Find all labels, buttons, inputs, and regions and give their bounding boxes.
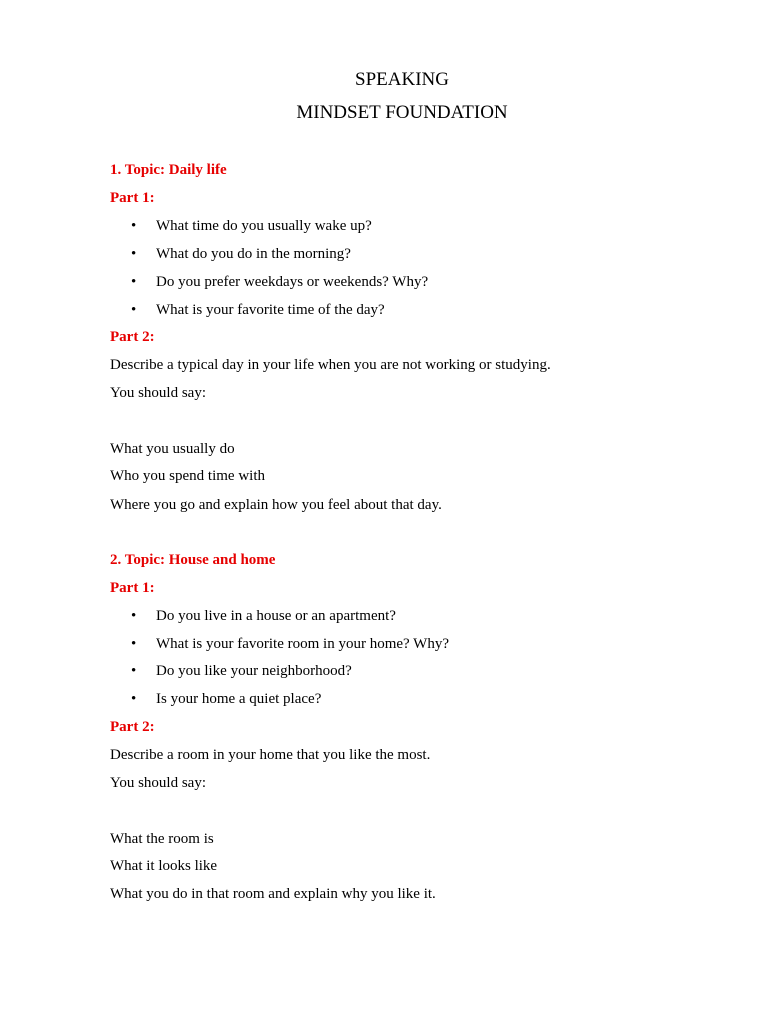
topic-2-point: What it looks like bbox=[110, 858, 218, 874]
topic-1-part2-label: Part 2: bbox=[110, 329, 155, 345]
topic-2-heading: 2. Topic: House and home bbox=[110, 552, 276, 568]
document-subtitle: MINDSET FOUNDATION bbox=[296, 102, 508, 123]
list-item: What do you do in the morning? bbox=[156, 246, 351, 262]
topic-2-part1-label: Part 1: bbox=[110, 580, 155, 596]
bullet-icon: • bbox=[131, 608, 137, 624]
list-item: Do you prefer weekdays or weekends? Why? bbox=[156, 274, 429, 290]
bullet-icon: • bbox=[131, 636, 137, 652]
bullet-icon: • bbox=[131, 663, 137, 679]
list-item: What time do you usually wake up? bbox=[156, 218, 372, 234]
topic-1-point: Who you spend time with bbox=[110, 468, 265, 484]
topic-1-point: Where you go and explain how you feel about that day. bbox=[110, 497, 442, 513]
topic-2-part2-prompt: Describe a room in your home that you like the most. bbox=[110, 747, 431, 763]
bullet-icon: • bbox=[131, 691, 137, 707]
bullet-icon: • bbox=[131, 246, 137, 262]
list-item: Do you like your neighborhood? bbox=[156, 663, 352, 679]
topic-1-should-say: You should say: bbox=[110, 385, 206, 401]
list-item: Is your home a quiet place? bbox=[156, 691, 322, 707]
topic-2-point: What the room is bbox=[110, 831, 214, 847]
topic-2-part2-label: Part 2: bbox=[110, 719, 155, 735]
list-item: What is your favorite room in your home? Why? bbox=[156, 636, 449, 652]
topic-1-heading: 1. Topic: Daily life bbox=[110, 162, 227, 178]
list-item: Do you live in a house or an apartment? bbox=[156, 608, 396, 624]
topic-1-part2-prompt: Describe a typical day in your life when you are not working or studying. bbox=[110, 357, 551, 373]
topic-1-part1-label: Part 1: bbox=[110, 190, 155, 206]
document-title: SPEAKING bbox=[355, 69, 449, 90]
topic-2-point: What you do in that room and explain why you like it. bbox=[110, 886, 436, 902]
bullet-icon: • bbox=[131, 274, 137, 290]
topic-1-point: What you usually do bbox=[110, 441, 235, 457]
topic-2-should-say: You should say: bbox=[110, 775, 206, 791]
bullet-icon: • bbox=[131, 218, 137, 234]
bullet-icon: • bbox=[131, 302, 137, 318]
list-item: What is your favorite time of the day? bbox=[156, 302, 385, 318]
